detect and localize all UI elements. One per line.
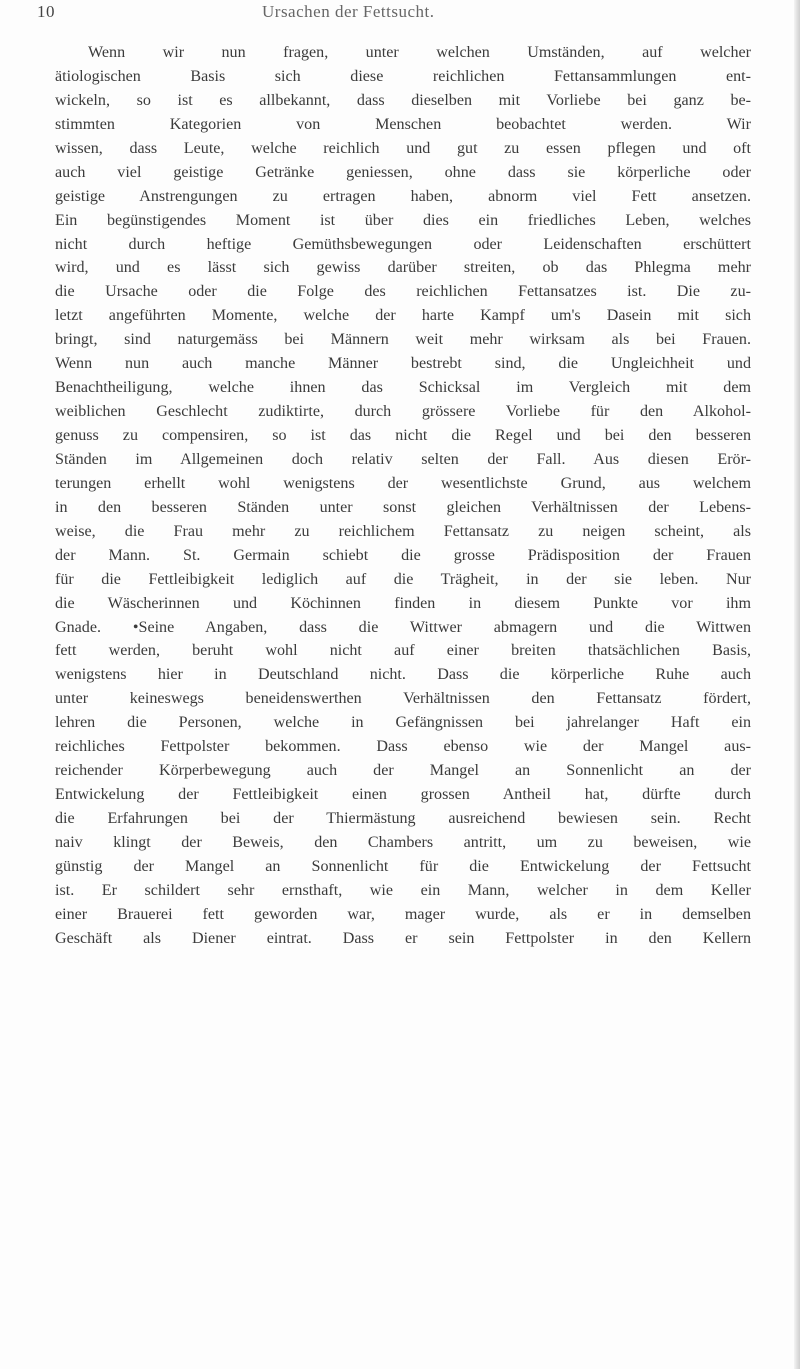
text-line: Wenn wir nun fragen, unter welchen Umständen, auf welcher bbox=[88, 44, 751, 61]
text-line: fett werden, beruht wohl nicht auf einer breiten thatsächlichen Basis, bbox=[55, 642, 751, 660]
text-line: der Mann. St. Germain schiebt die grosse Prädisposition der Frauen bbox=[55, 546, 751, 564]
text-line: die Ursache oder die Folge des reichlichen Fettansatzes ist. Die zu- bbox=[55, 283, 751, 301]
text-line: naiv klingt der Beweis, den Chambers antritt, um zu beweisen, wie bbox=[55, 833, 751, 851]
text-line: Gnade. •Seine Angaben, dass die Wittwer abmagern und die Wittwen bbox=[55, 618, 751, 636]
text-line: in den besseren Ständen unter sonst gleichen Verhältnissen der Lebens- bbox=[55, 498, 751, 516]
text-line: genuss zu compensiren, so ist das nicht die Regel und bei den besseren bbox=[55, 427, 751, 444]
page-number: 10 bbox=[37, 2, 55, 21]
text-line: auch viel geistige Getränke geniessen, ohne dass sie körperliche oder bbox=[55, 163, 751, 181]
text-line: stimmten Kategorien von Menschen beobachtet werden. Wir bbox=[55, 115, 751, 133]
page-header bbox=[37, 2, 737, 26]
text-line: wird, und es lässt sich gewiss darüber streiten, ob das Phlegma mehr bbox=[55, 259, 751, 277]
text-line: einer Brauerei fett geworden war, mager wurde, als er in demselben bbox=[55, 905, 751, 923]
text-line: günstig der Mangel an Sonnenlicht für die Entwickelung der Fettsucht bbox=[55, 857, 751, 875]
text-line: Ständen im Allgemeinen doch relativ selten der Fall. Aus diesen Erör- bbox=[55, 450, 751, 468]
text-line: Geschäft als Diener eintrat. Dass er sein Fettpolster in den Kellern bbox=[55, 929, 751, 947]
text-line: geistige Anstrengungen zu ertragen haben, abnorm viel Fett ansetzen. bbox=[55, 187, 751, 205]
text-line: Entwickelung der Fettleibigkeit einen grossen Antheil hat, dürfte durch bbox=[55, 786, 751, 804]
text-line: Ein begünstigendes Moment ist über dies ein friedliches Leben, welches bbox=[55, 211, 751, 229]
body-text bbox=[55, 41, 751, 951]
text-line: reichliches Fettpolster bekommen. Dass ebenso wie der Mangel aus- bbox=[55, 738, 751, 756]
page-edge-shadow bbox=[794, 0, 800, 1369]
text-line: terungen erhellt wohl wenigstens der wesentlichste Grund, aus welchem bbox=[55, 474, 751, 492]
text-line: weise, die Frau mehr zu reichlichem Fettansatz zu neigen scheint, als bbox=[55, 522, 751, 540]
text-line: Wenn nun auch manche Männer bestrebt sind, die Ungleichheit und bbox=[55, 355, 751, 373]
running-title: Ursachen der Fettsucht. bbox=[262, 2, 435, 21]
text-line: wissen, dass Leute, welche reichlich und gut zu essen pflegen und oft bbox=[55, 139, 751, 157]
text-line: weiblichen Geschlecht zudiktirte, durch grössere Vorliebe für den Alkohol- bbox=[55, 403, 751, 421]
text-line: unter keineswegs beneidenswerthen Verhältnissen den Fettansatz fördert, bbox=[55, 690, 751, 708]
text-line: für die Fettleibigkeit lediglich auf die Trägheit, in der sie leben. Nur bbox=[55, 570, 751, 588]
text-line: nicht durch heftige Gemüthsbewegungen oder Leidenschaften erschüttert bbox=[55, 235, 751, 253]
text-line: reichender Körperbewegung auch der Mangel an Sonnenlicht an der bbox=[55, 762, 751, 780]
text-line: ätiologischen Basis sich diese reichlichen Fettansammlungen ent- bbox=[55, 67, 751, 85]
text-line: letzt angeführten Momente, welche der harte Kampf um's Dasein mit sich bbox=[55, 307, 751, 325]
text-line: ist. Er schildert sehr ernsthaft, wie ein Mann, welcher in dem Keller bbox=[55, 881, 751, 899]
text-line: bringt, sind naturgemäss bei Männern weit mehr wirksam als bei Frauen. bbox=[55, 331, 751, 349]
text-line: die Wäscherinnen und Köchinnen finden in diesem Punkte vor ihm bbox=[55, 594, 751, 612]
text-line: wickeln, so ist es allbekannt, dass dieselben mit Vorliebe bei ganz be- bbox=[55, 91, 751, 109]
text-line: lehren die Personen, welche in Gefängnissen bei jahrelanger Haft ein bbox=[55, 714, 751, 732]
text-line: wenigstens hier in Deutschland nicht. Dass die körperliche Ruhe auch bbox=[55, 666, 751, 684]
text-line: Benachtheiligung, welche ihnen das Schicksal im Vergleich mit dem bbox=[55, 379, 751, 397]
text-line: die Erfahrungen bei der Thiermästung ausreichend bewiesen sein. Recht bbox=[55, 810, 751, 827]
